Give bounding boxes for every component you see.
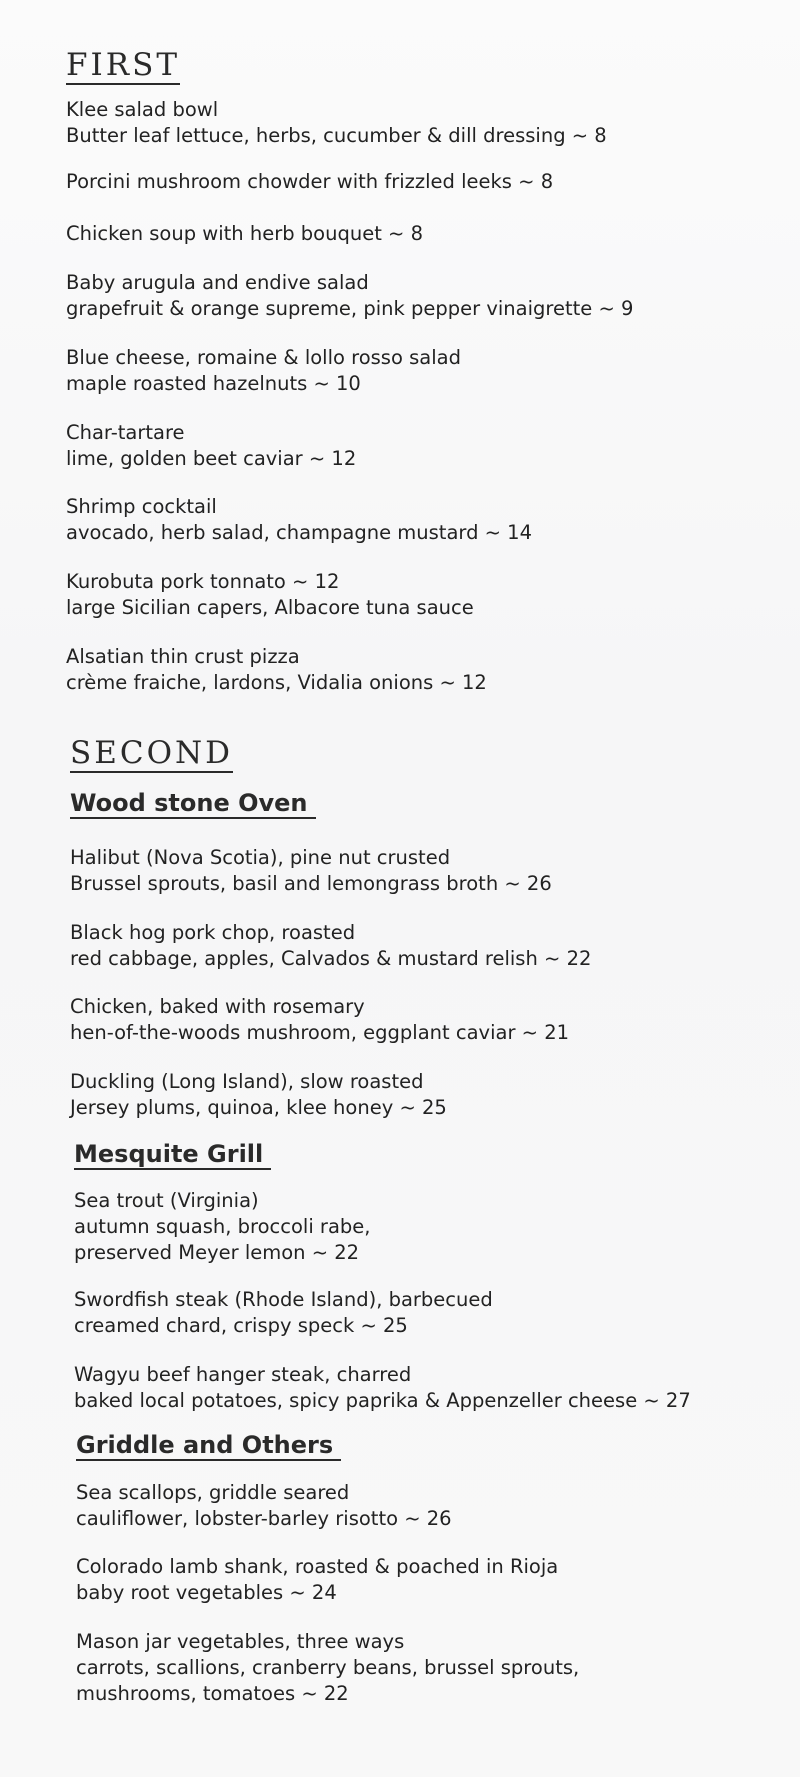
item-line: lime, golden beet caviar ~ 12 <box>66 447 357 470</box>
item-line: hen-of-the-woods mushroom, eggplant caviar ~ 21 <box>70 1021 570 1044</box>
item-line: baby root vegetables ~ 24 <box>76 1581 337 1604</box>
item-line: Halibut (Nova Scotia), pine nut crusted <box>70 846 451 869</box>
item-line: Sea scallops, griddle seared <box>76 1481 350 1504</box>
menu-item <box>66 345 461 397</box>
item-line: avocado, herb salad, champagne mustard ~ 14 <box>66 521 532 544</box>
menu-item <box>74 1287 493 1339</box>
menu-item <box>70 994 569 1046</box>
menu-item <box>70 1069 447 1121</box>
menu-item <box>66 97 607 149</box>
item-line: autumn squash, broccoli rabe, <box>74 1215 371 1238</box>
item-line: Mason jar vegetables, three ways <box>76 1630 405 1653</box>
menu-item <box>66 569 474 621</box>
subsection-title-mesquite: Mesquite Grill <box>74 1141 271 1170</box>
menu-item <box>66 420 356 472</box>
item-line: baked local potatoes, spicy paprika & Appenzeller cheese ~ 27 <box>74 1389 691 1412</box>
item-line: creamed chard, crispy speck ~ 25 <box>74 1314 408 1337</box>
item-line: crème fraiche, lardons, Vidalia onions ~ 12 <box>66 671 487 694</box>
item-line: mushrooms, tomatoes ~ 22 <box>76 1682 349 1705</box>
item-line: Alsatian thin crust pizza <box>66 645 300 668</box>
item-line: Sea trout (Virginia) <box>74 1189 259 1212</box>
menu-item <box>66 494 532 546</box>
item-line: Wagyu beef hanger steak, charred <box>74 1363 412 1386</box>
menu-item <box>76 1629 579 1707</box>
item-line: maple roasted hazelnuts ~ 10 <box>66 372 361 395</box>
menu-item <box>66 221 423 247</box>
item-line: Black hog pork chop, roasted <box>70 921 356 944</box>
section-title-second: SECOND <box>70 735 233 771</box>
item-line: preserved Meyer lemon ~ 22 <box>74 1241 360 1264</box>
menu-item <box>74 1362 691 1414</box>
menu-item <box>76 1480 452 1532</box>
item-line: Char-tartare <box>66 421 185 444</box>
section-title-first: FIRST <box>66 47 181 83</box>
item-line: Chicken soup with herb bouquet ~ 8 <box>66 222 423 245</box>
menu-item <box>74 1188 370 1266</box>
subsection-title-wood-stone: Wood stone Oven <box>70 790 316 819</box>
item-line: carrots, scallions, cranberry beans, brussel sprouts, <box>76 1656 580 1679</box>
menu-item <box>66 169 553 195</box>
item-line: red cabbage, apples, Calvados & mustard relish ~ 22 <box>70 947 592 970</box>
item-line: Porcini mushroom chowder with frizzled leeks ~ 8 <box>66 170 554 193</box>
menu-item <box>66 270 633 322</box>
menu-item <box>76 1554 558 1606</box>
item-line: Kurobuta pork tonnato ~ 12 <box>66 570 340 593</box>
item-line: Klee salad bowl <box>66 98 219 121</box>
item-line: large Sicilian capers, Albacore tuna sauce <box>66 596 474 619</box>
item-line: Chicken, baked with rosemary <box>70 995 365 1018</box>
item-line: Butter leaf lettuce, herbs, cucumber & dill dressing ~ 8 <box>66 124 607 147</box>
item-line: grapefruit & orange supreme, pink pepper vinaigrette ~ 9 <box>66 297 634 320</box>
item-line: Duckling (Long Island), slow roasted <box>70 1070 424 1093</box>
item-line: Swordfish steak (Rhode Island), barbecued <box>74 1288 493 1311</box>
menu-item <box>66 644 487 696</box>
menu-item <box>70 920 591 972</box>
item-line: cauliflower, lobster-barley risotto ~ 26 <box>76 1507 452 1530</box>
item-line: Jersey plums, quinoa, klee honey ~ 25 <box>70 1096 447 1119</box>
menu-item <box>70 845 552 897</box>
item-line: Baby arugula and endive salad <box>66 271 369 294</box>
item-line: Colorado lamb shank, roasted & poached in Rioja <box>76 1555 559 1578</box>
item-line: Brussel sprouts, basil and lemongrass broth ~ 26 <box>70 872 552 895</box>
item-line: Blue cheese, romaine & lollo rosso salad <box>66 346 461 369</box>
item-line: Shrimp cocktail <box>66 495 217 518</box>
subsection-title-griddle: Griddle and Others <box>76 1432 341 1461</box>
